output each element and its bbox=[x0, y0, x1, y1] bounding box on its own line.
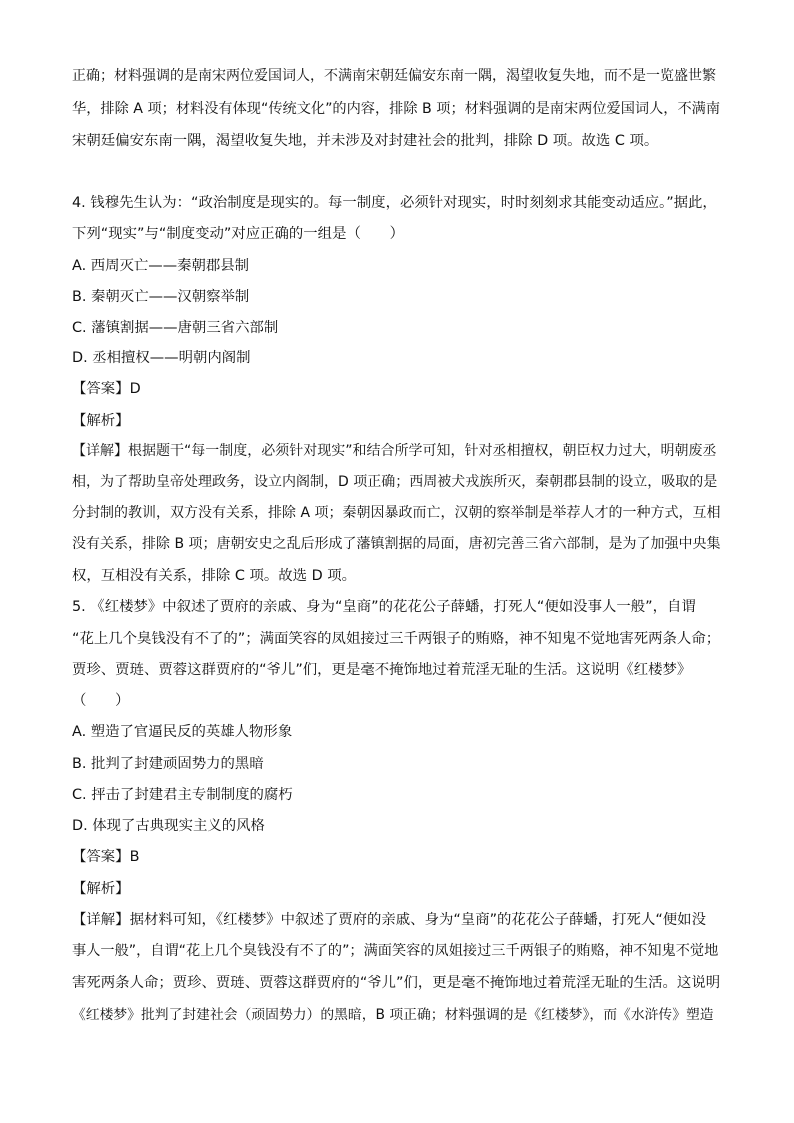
q4-analysis-label: 【解析】 bbox=[72, 413, 130, 429]
q4-option-c: C. 藩镇割据——唐朝三省六部制 bbox=[72, 320, 279, 336]
q3-explanation-line: 正确；材料强调的是南宋两位爱国词人，不满南宋朝廷偏安东南一隅，渴望收复失地，而不是一览盛世繁 bbox=[72, 68, 716, 84]
q5-option-a: A. 塑造了官逼民反的英雄人物形象 bbox=[72, 724, 293, 740]
q5-detail-line: 害死两条人命；贾珍、贾琏、贾蓉这群贾府的“爷儿”们，更是毫不掩饰地过着荒淫无耻的生活。这说明 bbox=[72, 975, 721, 991]
q5-detail-line: 《红楼梦》批判了封建社会（顽固势力）的黑暗，B 项正确；材料强调的是《红楼梦》，而《水浒传》塑造 bbox=[72, 1007, 714, 1023]
q4-detail-line: 相，为了帮助皇帝处理政务，设立内阁制，D 项正确；西周被犬戎族所灭，秦朝郡县制的设立，吸取的是 bbox=[72, 474, 718, 490]
q5-stem-line: （ ） bbox=[72, 693, 130, 709]
q4-detail-line: 【详解】根据题干“每一制度，必须针对现实”和结合所学可知，针对丞相擅权，朝臣权力过大，明朝废丞 bbox=[72, 443, 717, 459]
q5-option-b: B. 批判了封建顽固势力的黑暗 bbox=[72, 756, 264, 772]
q5-answer: 【答案】B bbox=[72, 849, 140, 865]
q5-stem-line: “花上几个臭钱没有不了的”；满面笑容的凤姐接过三千两银子的贿赂，神不知鬼不觉地害死两条人命； bbox=[72, 631, 721, 647]
q3-explanation-line: 宋朝廷偏安东南一隅，渴望收复失地，并未涉及对封建社会的批判，排除 D 项。故选 C 项。 bbox=[72, 133, 659, 149]
q5-analysis-label: 【解析】 bbox=[72, 881, 130, 897]
q4-stem-line: 4. 钱穆先生认为：“政治制度是现实的。每一制度，必须针对现实，时时刻刻求其能变动适应。”据此， bbox=[72, 195, 717, 211]
q4-detail-line: 分封制的教训，双方没有关系，排除 A 项；秦朝因暴政而亡，汉朝的察举制是举荐人才的一种方式，互相 bbox=[72, 505, 721, 521]
q5-stem-line: 5. 《红楼梦》中叙述了贾府的亲戚、身为“皇商”的花花公子薛蟠，打死人“便如没事人一般”，自谓 bbox=[72, 599, 696, 615]
q4-detail-line: 权，互相没有关系，排除 C 项。故选 D 项。 bbox=[72, 568, 357, 584]
q4-answer: 【答案】D bbox=[72, 381, 141, 397]
q5-option-d: D. 体现了古典现实主义的风格 bbox=[72, 818, 265, 834]
q5-detail-line: 【详解】据材料可知，《红楼梦》中叙述了贾府的亲戚、身为“皇商”的花花公子薛蟠，打死人“便如没 bbox=[72, 912, 706, 928]
q5-stem-line: 贾珍、贾琏、贾蓉这群贾府的“爷儿”们，更是毫不掩饰地过着荒淫无耻的生活。这说明《红楼梦》 bbox=[72, 662, 692, 678]
q4-stem-line: 下列“现实”与“制度变动”对应正确的一组是（ ） bbox=[72, 226, 405, 242]
q4-option-d: D. 丞相擅权——明朝内阁制 bbox=[72, 350, 251, 366]
q4-option-a: A. 西周灭亡——秦朝郡县制 bbox=[72, 258, 250, 274]
q5-detail-line: 事人一般”，自谓“花上几个臭钱没有不了的”；满面笑容的凤姐接过三千两银子的贿赂，神不知鬼不觉地 bbox=[72, 943, 719, 959]
q5-option-c: C. 抨击了封建君主专制制度的腐朽 bbox=[72, 787, 293, 803]
q4-option-b: B. 秦朝灭亡——汉朝察举制 bbox=[72, 289, 250, 305]
q4-detail-line: 没有关系，排除 B 项；唐朝安史之乱后形成了藩镇割据的局面，唐初完善三省六部制，是为了加强中央集 bbox=[72, 536, 721, 552]
q3-explanation-line: 华，排除 A 项；材料没有体现“传统文化”的内容，排除 B 项；材料强调的是南宋两位爱国词人，不满南 bbox=[72, 101, 721, 117]
